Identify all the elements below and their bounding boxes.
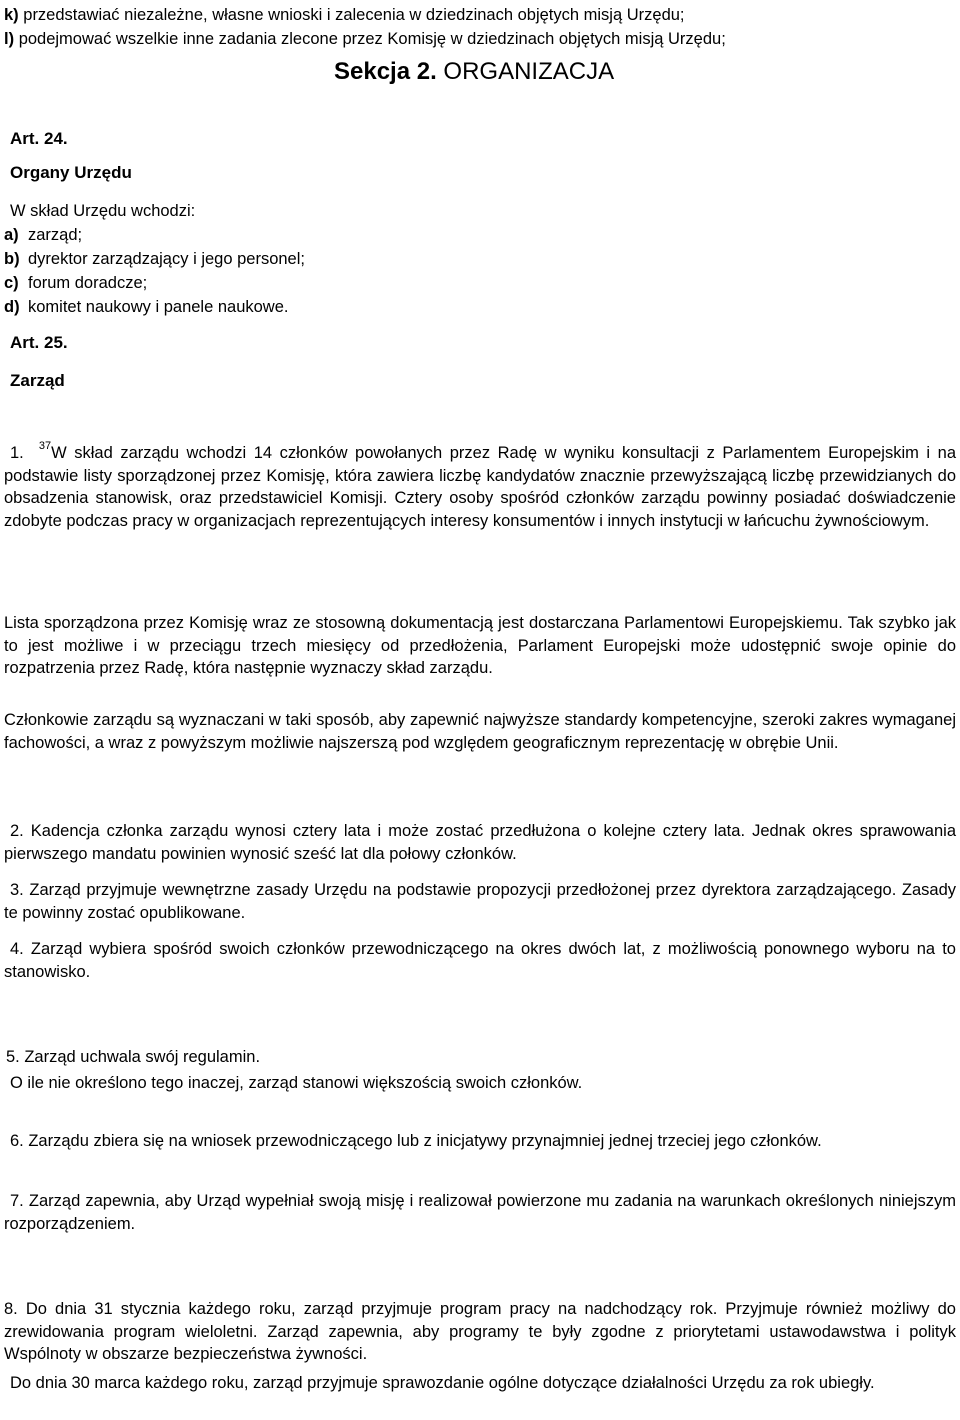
paragraph-text: W skład zarządu wchodzi 14 członków powołanych przez Radę w wyniku konsultacji z Parlamentem Europejskim i na podstawie listy sporządzonej przez Komisję, która zawiera liczbę kandydatów znacznie przewyższającą liczbę przewidzianych do obsadzenia stanowisk, oraz przedstawiciel Komisji. Cztery osoby spośród członków zarządu powinny posiadać doświadczenie zdobyte podczas pracy w organizacjach reprezentujących interesy konsumentów i innych instytucji w łańcuchu żywnościowym. <box>4 444 957 530</box>
paragraph-2: 2. Kadencja członka zarządu wynosi cztery lata i może zostać przedłużona o kolejne cztery lata. Jednak okres sprawowania pierwszego mandatu powinien wynosić sześć lat dla połowy członków. <box>4 822 956 863</box>
paragraph-7: 7. Zarząd zapewnia, aby Urząd wypełniał swoją misję i realizował powierzone mu zadania na warunkach określonych niniejszym rozporządzeniem. <box>4 1192 956 1233</box>
item-text: przedstawiać niezależne, własne wnioski i zalecenia w dziedzinach objętych misją Urzędu; <box>23 6 685 24</box>
paragraph-1c: Członkowie zarządu są wyznaczani w taki sposób, aby zapewnić najwyższe standardy kompetencyjne, szeroki zakres wymaganej fachowości, a wraz z powyższym możliwie najszerszą pod względem geograficznym reprezentację w obrębie Unii. <box>4 711 956 752</box>
item-text: podejmować wszelkie inne zadania zlecone przez Komisję w dziedzinach objętych misją Urzędu; <box>18 30 726 48</box>
paragraph-1b: Lista sporządzona przez Komisję wraz ze stosowną dokumentacją jest dostarczana Parlamentowi Europejskiemu. Tak szybko jak to jest możliwe i w przeciągu trzech miesięcy od przedłożenia, Parlament Europejski może udostępnić swoje opinie do rozpatrzenia przez Radę, która następnie wyznaczy skład zarządu. <box>4 614 956 677</box>
paragraph-1 <box>4 442 956 532</box>
article-number: Art. 25. <box>10 333 68 352</box>
list-item <box>4 272 147 295</box>
item-k <box>4 4 956 27</box>
list-letter: a) <box>4 226 19 244</box>
footnote-marker: 37 <box>38 440 52 452</box>
list-text: zarząd; <box>28 226 83 244</box>
paragraph-number: 1. <box>10 444 24 462</box>
section-title: ORGANIZACJA <box>443 58 615 85</box>
list-text: komitet naukowy i panele naukowe. <box>28 298 289 316</box>
item-letter: l) <box>4 30 15 48</box>
article-title: Organy Urzędu <box>10 163 132 182</box>
item-l <box>4 28 956 51</box>
list-item <box>4 224 82 247</box>
paragraph-5b: O ile nie określono tego inaczej, zarząd stanowi większością swoich członków. <box>10 1074 583 1092</box>
list-text: dyrektor zarządzający i jego personel; <box>28 250 305 268</box>
list-letter: c) <box>4 274 19 292</box>
list-item <box>4 296 289 319</box>
section-heading <box>334 56 614 88</box>
paragraph-5: 5. Zarząd uchwala swój regulamin. <box>6 1048 261 1066</box>
list-letter: d) <box>4 298 20 316</box>
paragraph-6: 6. Zarządu zbiera się na wniosek przewodniczącego lub z inicjatywy przynajmniej jednej trzeciej jego członków. <box>10 1132 822 1150</box>
paragraph-4: 4. Zarząd wybiera spośród swoich członków przewodniczącego na okres dwóch lat, z możliwością ponownego wyboru na to stanowisko. <box>4 940 956 981</box>
list-item <box>4 248 305 271</box>
article-intro: W skład Urzędu wchodzi: <box>10 202 196 220</box>
article-title: Zarząd <box>10 371 65 390</box>
article-number: Art. 24. <box>10 129 68 148</box>
paragraph-3: 3. Zarząd przyjmuje wewnętrzne zasady Urzędu na podstawie propozycji przedłożonej przez dyrektora zarządzającego. Zasady te powinny zostać opublikowane. <box>4 881 956 922</box>
paragraph-8b: Do dnia 30 marca każdego roku, zarząd przyjmuje sprawozdanie ogólne dotyczące działalności Urzędu za rok ubiegły. <box>10 1374 875 1392</box>
section-prefix: Sekcja 2. <box>334 58 437 85</box>
list-text: forum doradcze; <box>28 274 148 292</box>
list-letter: b) <box>4 250 20 268</box>
paragraph-8: 8. Do dnia 31 stycznia każdego roku, zarząd przyjmuje program pracy na nadchodzący rok. Przyjmuje również możliwy do zrewidowania program wieloletni. Zarząd zapewnia, aby programy te były zgodne z priorytetami ustawodawstwa i polityk Wspólnoty w obszarze bezpieczeństwa żywności. <box>4 1300 956 1363</box>
item-letter: k) <box>4 6 19 24</box>
